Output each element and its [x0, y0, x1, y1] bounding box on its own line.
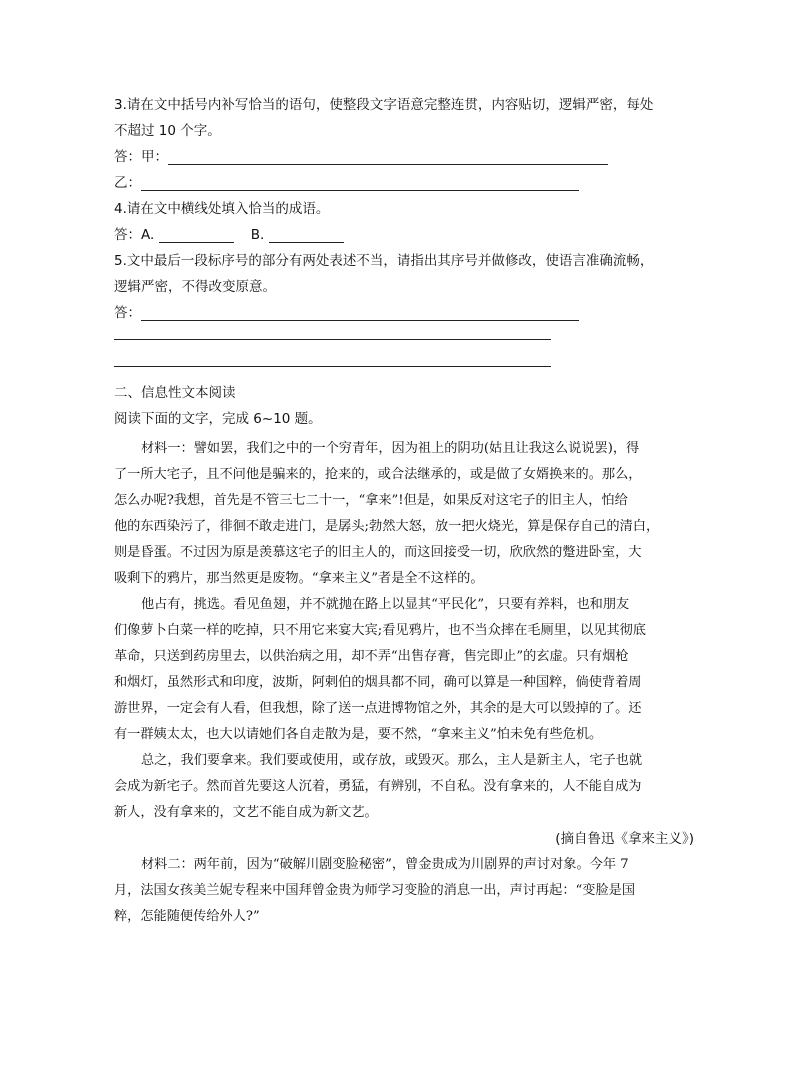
document-page — [114, 92, 694, 930]
q4-text: 4.请在文中横线处填入恰当的成语。 — [114, 201, 330, 217]
q3-answer-b-label: 乙： — [114, 175, 141, 191]
q4-answer — [114, 222, 694, 248]
material-1-p1-line: 他的东西染污了，徘徊不敢走进门，是孱头;勃然大怒，放一把火烧光，算是保存自己的清白， — [114, 519, 660, 534]
material-1-p2-line: 革命，只送到药房里去，以供治病之用，却不弄“出售存膏，售完即止”的玄虚。只有烟枪 — [114, 649, 629, 664]
q3-answer-b-blank[interactable] — [141, 174, 579, 191]
material-1-p2-line: 和烟灯，虽然形式和印度，波斯，阿剌伯的烟具都不同，确可以算是一种国粹，倘使背着周 — [114, 675, 642, 690]
q5-answer-blank-2[interactable] — [114, 326, 551, 340]
material-1-p1-line: 怎么办呢?我想，首先是不管三七二十一，“拿来”!但是，如果反对这宅子的旧主人，怕给 — [114, 493, 628, 508]
material-2-line: 材料二：两年前，因为“破解川剧变脸秘密”，曾金贵成为川剧界的声讨对象。今年 7 — [141, 857, 629, 872]
material-1-p2-line: 游世界，一定会有人看，但我想，除了送一点进博物馆之外，其余的是大可以毁掉的了。还 — [114, 701, 642, 716]
q5-answer-blank-1[interactable] — [141, 304, 579, 321]
material-1-p1-line: 材料一：譬如罢，我们之中的一个穷青年，因为祖上的阴功(姑且让我这么说说罢)，得 — [141, 441, 640, 456]
q5-line-2: 逻辑严密，不得改变原意。 — [114, 279, 276, 295]
material-1-source: (摘自鲁迅《拿来主义》) — [555, 831, 694, 847]
material-2-line: 粹，怎能随便传给外人?” — [114, 909, 260, 924]
q4-answer-label: 答：A. — [114, 227, 155, 243]
q5-answer-blank-3[interactable] — [114, 353, 551, 367]
q4-b-label: B. — [250, 227, 265, 243]
q3-line-1: 3.请在文中括号内补写恰当的语句，使整段文字语意完整连贯，内容贴切，逻辑严密，每处 — [114, 97, 654, 113]
material-2-line: 月，法国女孩美兰妮专程来中国拜曾金贵为师学习变脸的消息一出，声讨再起：“变脸是国 — [114, 883, 636, 898]
q5-answer-label: 答： — [114, 305, 141, 321]
material-1-p1-line: 则是昏蛋。不过因为原是羡慕这宅子的旧主人的，而这回接受一切，欣欣然的蹩进卧室，大 — [114, 545, 642, 560]
q5-line-1: 5.文中最后一段标序号的部分有两处表述不当，请指出其序号并做修改，使语言准确流畅， — [114, 253, 654, 269]
q3-answer-b — [114, 170, 694, 196]
q3-answer-a-label: 答：甲： — [114, 149, 168, 165]
q3-answer-a-blank[interactable] — [168, 148, 608, 165]
material-1-p3-line: 总之，我们要拿来。我们要或使用，或存放，或毁灭。那么，主人是新主人，宅子也就 — [141, 753, 643, 768]
section-2-heading: 二、信息性文本阅读 — [114, 385, 236, 401]
material-1-p3-line: 会成为新宅子。然而首先要这人沉着，勇猛，有辨别，不自私。没有拿来的，人不能自成为 — [114, 779, 642, 794]
material-1-p2-line: 他占有，挑选。看见鱼翅，并不就抛在路上以显其“平民化”，只要有养料，也和朋友 — [141, 597, 630, 612]
q3-answer-a — [114, 144, 694, 170]
material-1-p1-line: 了一所大宅子，且不问他是骗来的，抢来的，或合法继承的，或是做了女婿换来的。那么， — [114, 467, 642, 482]
material-1 — [114, 436, 694, 826]
material-2 — [114, 852, 694, 930]
q3-line-2: 不超过 10 个字。 — [114, 123, 221, 139]
material-1-p2-line: 们像萝卜白菜一样的吃掉，只不用它来宴大宾;看见鸦片，也不当众摔在毛厕里，以见其彻底 — [114, 623, 646, 638]
q4-answer-a-blank[interactable] — [159, 226, 234, 243]
material-1-p1-line: 吸剩下的鸦片，那当然更是废物。“拿来主义”者是全不这样的。 — [114, 571, 484, 586]
q5-answer — [114, 300, 694, 326]
material-1-p2-line: 有一群姨太太，也大以请她们各自走散为是，要不然，“拿来主义”怕未免有些危机。 — [114, 727, 603, 742]
section-2-instruction: 阅读下面的文字，完成 6~10 题。 — [114, 411, 322, 427]
material-1-p3-line: 新人，没有拿来的，文艺不能自成为新文艺。 — [114, 805, 378, 820]
q4-answer-b-blank[interactable] — [269, 226, 344, 243]
